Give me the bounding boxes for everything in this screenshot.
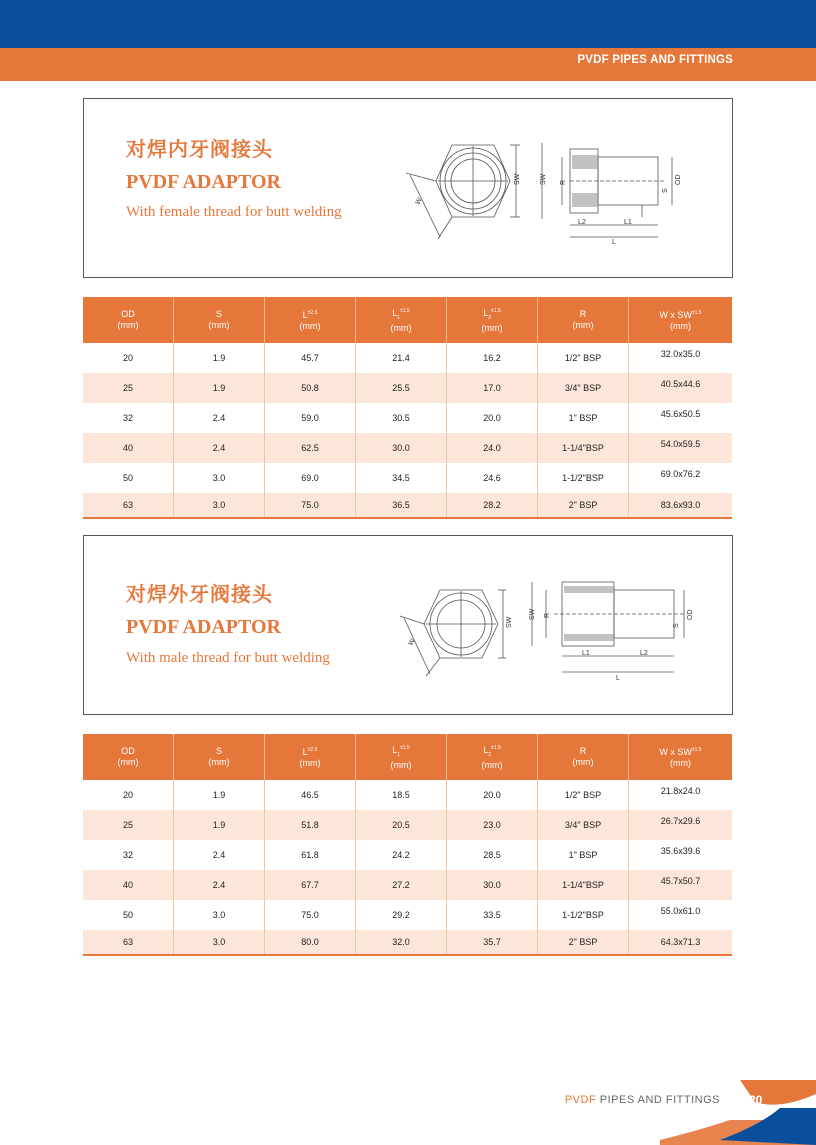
footer-corner-shape <box>660 1080 816 1145</box>
product-title-cn: 对焊内牙阀接头 <box>126 137 273 161</box>
table-row: 20 1.9 46.5 18.5 20.0 1/2" BSP 21.8x24.0 <box>83 780 732 810</box>
label-l2: L2 <box>578 219 586 226</box>
col-od: OD (mm) <box>83 297 174 343</box>
label-w: W <box>414 196 424 206</box>
table-row: 50 3.0 69.0 34.5 24.6 1-1/2"BSP 69.0x76.2 <box>83 463 732 493</box>
col-l: $L^{\pm 2.5}$ (mm) <box>265 297 356 343</box>
label-sw-side: SW <box>529 608 536 620</box>
header-title: PVDF PIPES AND FITTINGS <box>577 54 733 66</box>
col-s: S (mm) <box>174 734 265 780</box>
label-sw: SW <box>514 173 521 185</box>
col-od: OD (mm) <box>83 734 174 780</box>
col-l1: $L_1^{\pm 1.5}$ (mm) <box>356 297 447 343</box>
col-r: R (mm) <box>538 734 629 780</box>
label-sw-side: SW <box>540 173 547 185</box>
table-row: 63 3.0 80.0 32.0 35.7 2" BSP 64.3x71.3 <box>83 930 732 955</box>
spec-table-male <box>83 734 732 956</box>
col-l: $L^{\pm 2.5}$ (mm) <box>265 734 356 780</box>
label-r: R <box>560 179 567 185</box>
col-r: R (mm) <box>538 297 629 343</box>
table-row: 32 2.4 59.0 30.5 20.0 1" BSP 45.6x50.5 <box>83 403 732 433</box>
label-s: S <box>662 188 669 193</box>
label-od: OD <box>687 609 694 620</box>
table-row: 40 2.4 62.5 30.0 24.0 1-1/4"BSP 54.0x59.5 <box>83 433 732 463</box>
label-w: W <box>407 637 417 647</box>
spec-table-female <box>83 297 732 519</box>
table-header-row <box>83 297 732 343</box>
technical-drawing-male <box>394 572 714 692</box>
label-l1: L1 <box>582 650 590 657</box>
product-description: With female thread for butt welding <box>126 204 342 220</box>
table-row: 25 1.9 50.8 25.5 17.0 3/4" BSP 40.5x44.6 <box>83 373 732 403</box>
col-l2: $L_2^{\pm 1.5}$ (mm) <box>447 297 538 343</box>
label-s: S <box>673 623 680 628</box>
label-l1: L1 <box>624 219 632 226</box>
label-l: L <box>616 675 620 682</box>
product-description: With male thread for butt welding <box>126 650 330 666</box>
label-od: OD <box>675 174 682 185</box>
product-box-female <box>83 98 733 278</box>
page-number: 20 <box>749 1093 763 1107</box>
table-row: 50 3.0 75.0 29.2 33.5 1-1/2"BSP 55.0x61.0 <box>83 900 732 930</box>
product-title-en: PVDF ADAPTOR <box>126 616 281 638</box>
top-blue-band <box>0 0 816 48</box>
col-l1: $L_1^{\pm 1.5}$ (mm) <box>356 734 447 780</box>
table-header-row <box>83 734 732 780</box>
table-row: 32 2.4 61.8 24.2 28.5 1" BSP 35.6x39.6 <box>83 840 732 870</box>
table-row: 40 2.4 67.7 27.2 30.0 1-1/4"BSP 45.7x50.7 <box>83 870 732 900</box>
table-row: 63 3.0 75.0 36.5 28.2 2" BSP 83.6x93.0 <box>83 493 732 518</box>
label-r: R <box>544 612 551 618</box>
table-row: 20 1.9 45.7 21.4 16.2 1/2" BSP 32.0x35.0 <box>83 343 732 373</box>
footer-brand: PVDF <box>564 1094 597 1106</box>
col-l2: $L_2^{\pm 1.5}$ (mm) <box>447 734 538 780</box>
product-title-en: PVDF ADAPTOR <box>126 171 281 193</box>
label-l: L <box>612 239 616 246</box>
footer-label: PIPES AND FITTINGS <box>599 1094 720 1106</box>
header-orange-band <box>0 48 816 81</box>
label-l2: L2 <box>640 650 648 657</box>
technical-drawing-female <box>402 133 722 253</box>
col-wsw: W x $SW^{\pm 1.5}$ (mm) <box>629 297 733 343</box>
label-sw: SW <box>506 616 513 628</box>
col-wsw: W x $SW^{\pm 1.5}$ (mm) <box>629 734 733 780</box>
product-title-cn: 对焊外牙阀接头 <box>126 582 273 606</box>
product-box-male <box>83 535 733 715</box>
col-s: S (mm) <box>174 297 265 343</box>
table-row: 25 1.9 51.8 20.5 23.0 3/4" BSP 26.7x29.6 <box>83 810 732 840</box>
